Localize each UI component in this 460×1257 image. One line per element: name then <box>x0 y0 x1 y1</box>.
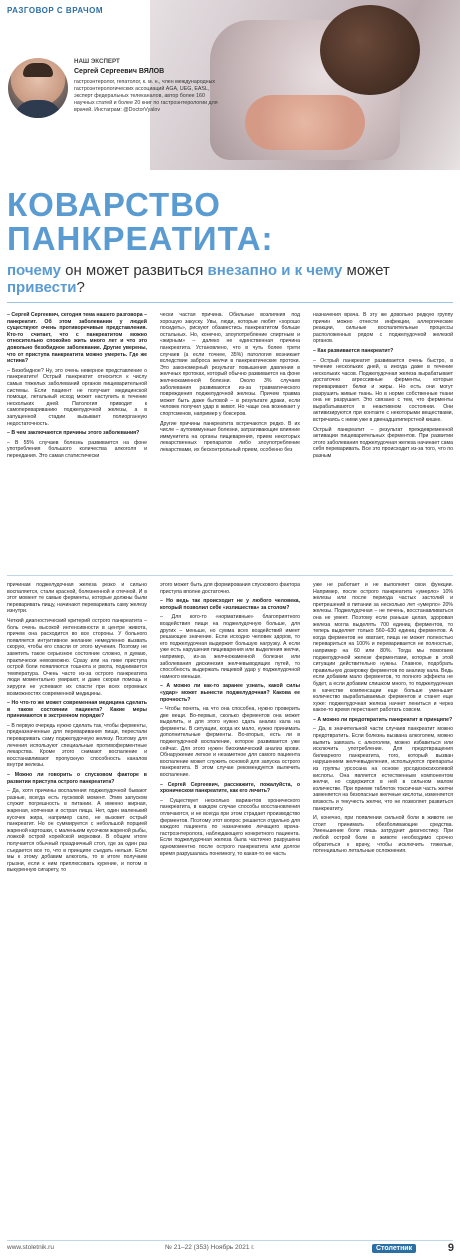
answer: – Для кого-то «нормативные» благоприятного воздействия пищи на поджелудочную больше, для других – меньше, но сумма всех воздействий имеет решающее значение. Если исходно человек здоров, то его поджелудочная выдержит большую нагрузку. А если уже есть нарушения пищеварения или выделения желчи, например, из-за желчнокаменной болезни или заболевания дискинезия желчевыводящих путей, то способность выдержать пищевой удар у поджелудочной намного меньше. <box>160 614 300 680</box>
answer: – В 55% случаев болезнь развивается на фоне употребления большого количества алкоголя и переедания. Это самая статистически <box>7 439 147 459</box>
answer: – Существует несколько вариантов хронического панкреатита, в каждом случае способы восстановления отличаются, и не всегда при этом страдает производство ферментов. Поэтому этот вопрос решается отдельно для каждого пациента по назначению лечащего врача-гастроэнтеролога, наблюдающего конкретного пациента. Если поджелудочная железа была частично разрушена одномоментно после острого панкреатита или долгое время разрушалась понемногу, то какая-то ее часть <box>160 797 300 857</box>
title-line-2: ПАНКРЕАТИТА: <box>7 220 274 257</box>
paragraph: И, конечно, при появлении сильной боли в животе не стоит принимать обезболивающие средства. Уменьшение боли лишь затруднит диагностику. При любой острой боли в животе необходимо срочно обратиться к врачу, чтобы исключить тяжелые, потенциально летальные осложнения. <box>313 815 453 855</box>
subtitle-part-c: внезапно <box>207 262 278 279</box>
section-rubric: РАЗГОВОР С ВРАЧОМ <box>7 6 104 15</box>
question: – Как развивается панкреатит? <box>313 347 394 354</box>
paragraph: Четкий диагностический критерий острого панкреатита – боль очень высокой интенсивности в центре живота, причем она расходится во все стороны. У больного появляется интуитивное желание немедленно вызвать скорую, чтобы его спасли от этого мучения. Поэтому не заметить такое серьезное состояние сложно, я думаю, практически невозможно. Сразу или на пике приступа острой боли появляются тошнота и рвота, поднимается температура. Очень часто из-за острого панкреатита люди моментально умирают, и даже скорая помощь и хирурги не успевают их спасти при всех огромных возможностях современной медицины. <box>7 617 147 697</box>
subtitle-part-a: почему <box>7 262 61 279</box>
question: – Но что-то же может современная медицина сделать в таком состоянии пациента? Какие меры принимаются в экстренном порядке? <box>7 700 147 720</box>
question: – А можно ли предотвратить панкреатит в принципе? <box>313 716 453 723</box>
top-column-1 <box>7 312 147 462</box>
question: – А можно ли как-то заранее узнать, какой силы «удар» может вынести поджелудочная? Какова ее прочность? <box>160 683 300 703</box>
answer: – Безобидное? Ну, это очень неверное представление о панкреатите! Острый панкреатит относится к числу самых тяжелых заболеваний органов пищеварительной системы. Если пациент не получает медицинской помощи, летальный исход может наступить в течение нескольких дней. Патология приводит к самоперевариванию поджелудочной железы, а в запущенной стадии вызывает полиорганную недостаточность. <box>7 367 147 427</box>
subtitle-part-d: и к чему <box>277 262 343 279</box>
paragraph: Другие причины панкреатита встречаются редко. В их числе – аутоиммунные болезни, затрагивающие влияние иммунитета на органы пищеварения, прием некоторых лекарственных препаратов либо злоупотребление лекарствами, их бесконтрольный прием, особенно без <box>160 420 300 453</box>
question: – Можно ли говорить о спусковом факторе в развитии приступа острого панкреатита? <box>7 772 147 785</box>
bottom-column-3 <box>313 582 453 858</box>
footer-issue: № 21–22 (353) Ноябрь 2021 г. <box>165 1244 255 1251</box>
bottom-column-1 <box>7 582 147 877</box>
answer: – Да, в значительной части случаев панкреатит можно предотвратить. Если болезнь вызвана алкоголем, можно выпить завязать с алкоголем, можно избавиться или исключить употребление. Для предотвращения билиарного панкреатита, того, который вызван нарушением желчевыделения, используются препараты из группы урсосана на основе урсодезоксихолевой кислоты. Она является естественным компонентом желчи, но содержится в ней в сильном малом количестве. При приеме таблеток токсичная часть желчи заменяется на безопасные желчные кислоты, изменяется вязкость и текучесть желчи, что не позволяет развиться панкреатиту. <box>313 726 453 812</box>
top-column-3 <box>313 312 453 462</box>
subtitle-part-e: может <box>342 262 390 279</box>
question: – Сергей Сергеевич, расскажите, пожалуйста, о хроническом панкреатите, как его лечить? <box>160 781 300 795</box>
page-number: 9 <box>447 1242 454 1254</box>
answer: – Чтобы понять, на что она способна, нужно проверить две вещи. Во-первых, сколько ферментов она может выделить, и для этого нужно сдать анализ кала на ферменты. В ситуации, когда их мало, нужно принимать дополнительные ферменты. Во-вторых, есть ли в поджелудочной воспаление, которое развивается уже сейчас. Для этого нужен биохимический анализ крови. Обнаружение легкое и незаметное для самого пациента воспаление может служить основой для запуска острого панкреатита. В этом случае рекомендуется вылечить воспаление. <box>160 706 300 779</box>
answer: – Да, хотя причины воспаления поджелудочной бывают разные, всегда есть пусковой момент. Этим запуском служит погрешность в питании. А именно жирная, жареная, копченая и острая пища. Нет, один маленький кусочек жира, например сало, не вызовет острый панкреатит. Но он суммируется с небольшой порцией жареной картошки, с маленьким кусочком жареной рыбы, ложкой острой корейской морковки. В общем итоге получается обычный праздничный стол, где за один раз съедается все то, что в принципе съедать нельзя. Если мы к этому добавим алкоголь, то в итоге получаем грызни, если к ним приплюсовать курение, и потом в выкуренную сигарету, то <box>7 788 147 874</box>
photo-hands-on-belly <box>245 95 365 150</box>
avatar-hair <box>23 63 53 77</box>
title-line-1: КОВАРСТВО <box>7 186 221 223</box>
article-subtitle <box>7 262 452 296</box>
photo-woman-hair <box>320 5 420 95</box>
paragraph: назначения врача. В эту же довольно редкую группу причин можно отнести инфекции, аллергические реакции, сильные воспалительные процессы расположенных рядом с поджелудочной железой органов. <box>313 312 453 345</box>
publication-logo: Столетник <box>372 1244 416 1253</box>
question: – В чем заключаются причины этого заболевания? <box>7 430 140 437</box>
subtitle-part-g: ? <box>76 279 85 296</box>
footer-site: www.stoletnik.ru <box>7 1244 54 1251</box>
question: – Но ведь так происходит не у любого человека, который позволил себе «излишества» за столом? <box>160 598 300 611</box>
answer: – В первую очередь нужно сделать так, чтобы ферменты, предназначенные для переваривания пищи, перестали переваривать саму поджелудочную железу. Поэтому для лечения используют специальные противоферментные лекарства. Кроме этого снимают воспаление и восстанавливают пропускную способность каналов внутри железы. <box>7 722 147 769</box>
question: – Сергей Сергеевич, сегодня тема нашего разговора – панкреатит. Об этом заболевании у людей существуют очень противоречивые представления. Кто-то считает, что с панкреатитом можно относительно спокойно жить много лет и что это довольно безобидное заболевание. Другие уверены, что от приступа панкреатита можно умереть. Где же истина? <box>7 312 147 365</box>
avatar-suit <box>14 100 62 118</box>
paragraph: чески частая причина. Обильные возлияния под хорошую закуску. Увы, люди, которые любят «хорошо посидеть», рискуют обзавестись панкреатитом больше остальных. Но, конечно, злоупотребление спиртным и «жирным» – далеко не единственная причина панкреатита. Установлено, что в чуть более трети случаев (а если точнее, 35%) патология возникает вследствие заброса желчи в панкреатические протоки. Это закономерный результат повышения давления в желчных протоках, который обычно развивается на фоне желчнокаменной болезни. Около 3% случаев заболевания развиваются из-за травматического повреждения поджелудочной железы. Причем травма может быть даже бытовой – в результате драки, если человек получил удар в живот. Но чаще она возникает у спортсменов, например у боксеров. <box>160 312 300 417</box>
expert-description: гастроэнтеролог, гепатолог, к. м. н., член международных гастроэнтерологических ассоциаций AGA, UEG, EASL, эксперт федеральных телеканалов, автор более 160 научных статей и более 20 книг по гастроэнтерологии для врачей. Инстаграм: @DoctorVyalov <box>74 79 218 113</box>
paragraph: причинам поджелудочная железа резко и сильно воспаляется, стали красной, болезненной и отечной. И в этот момент те самые ферменты, которые должны были переваривать пищу, начинают переваривать саму железу изнутри. <box>7 582 147 615</box>
subtitle-part-b: он может развиться <box>60 262 208 279</box>
paragraph: Острый панкреатит – результат преждевременной активации пищеварительных ферментов. При развитии этого заболевания поджелудочная железа начинает сама себя переваривать. Все это происходит из-за того, что по разным <box>313 426 453 459</box>
subtitle-part-f: привести <box>7 279 77 296</box>
title-separator <box>7 302 453 303</box>
bottom-column-2 <box>160 582 300 860</box>
paragraph: уже не работает и не выполняет свои функции. Например, после острого панкреатита «умерло» 10% железы или после периода частых застолий и претрешений в питании за несколько лет «умерло» 20% железы. Поджелудочная – не печень, восстанавливаться она не умеет. Поэтому если раньше целая, здоровая железа могла выделять 700 единиц ферментов, то теперь выделяет только 560–630 единиц ферментов. А когда ферментов не хватает, пища не может полностью перевариться на 100% и переваривается не полностью, например на 60 или 80%. Тогда мы помогаем поджелудочной железе ферментами, которые в этой ситуации действительно нужны. Главное, подобрать правильную дозировку ферментов по анализу кала. Ведь если добавим мало ферментов, то полного эффекта не будет, а если добавим слишком много, то поджелудочная в качестве компенсации еще больше уменьшит количество вырабатываемых ферментов и станет еще хуже: поджелудочная железа начнет лениться и через какое-то время перестанет работать совсем. <box>313 582 453 714</box>
expert-tag: НАШ ЭКСПЕРТ <box>74 58 120 65</box>
answer: – Острый панкреатит развивается очень быстро, в течение нескольких дней, а иногда даже в течение нескольких часов. Поджелудочная железа вырабатывает достаточно агрессивные ферменты, которые переваривают белки и жиры. Но есть они могут разрушить живые ткань. Но в норме собственные ткани она не разрушает. Это связано с тем, что ферменты вырабатываются в неактивном состоянии. Они активизируются при контакте с некоторыми веществами, встречаясь с ними уже в двенадцатиперстной кишке. <box>313 357 453 423</box>
article-title <box>7 188 274 256</box>
top-column-2 <box>160 312 300 456</box>
section-divider <box>7 575 453 576</box>
footer-rule <box>7 1240 453 1241</box>
paragraph: этого может быть для формирования спускового фактора приступа вполне достаточно. <box>160 582 300 595</box>
expert-avatar <box>8 58 68 118</box>
expert-name: Сергей Сергеевич ВЯЛОВ <box>74 68 165 75</box>
